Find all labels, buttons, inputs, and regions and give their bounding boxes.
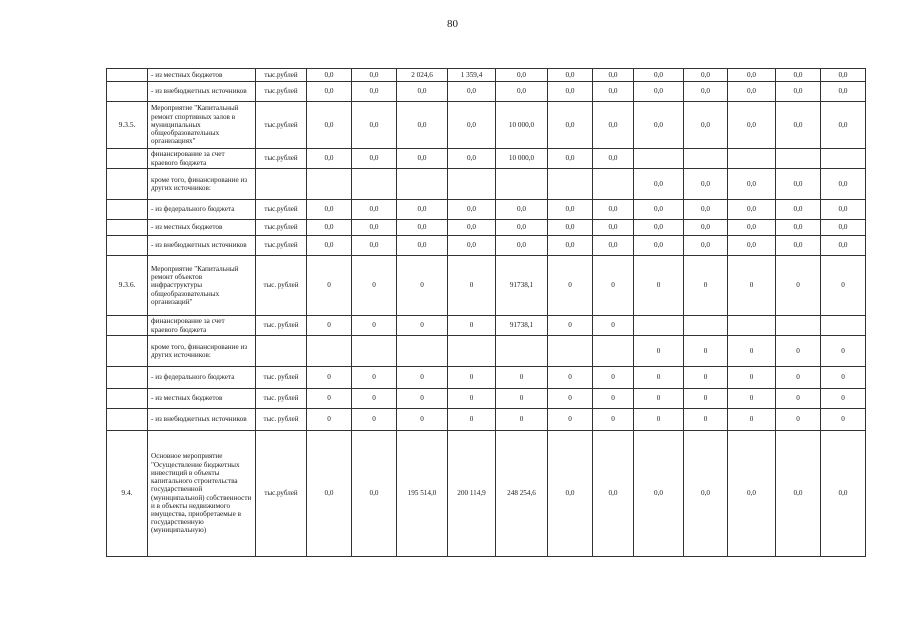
value-cell: 0,0 bbox=[728, 431, 776, 557]
value-cell: 0,0 bbox=[397, 149, 448, 169]
value-cell: 0,0 bbox=[307, 149, 352, 169]
value-cell: 0,0 bbox=[634, 200, 684, 220]
value-cell: 0,0 bbox=[776, 102, 821, 149]
row-code bbox=[107, 220, 148, 236]
value-cell: 2 024,6 bbox=[397, 69, 448, 82]
row-code bbox=[107, 169, 148, 200]
value-cell: 0 bbox=[821, 256, 866, 316]
value-cell: 0 bbox=[684, 336, 728, 367]
value-cell: 0,0 bbox=[684, 69, 728, 82]
value-cell bbox=[352, 336, 397, 367]
row-name: кроме того, финансирование из других источников: bbox=[148, 336, 256, 367]
value-cell: 91738,1 bbox=[496, 316, 548, 336]
value-cell: 0,0 bbox=[728, 82, 776, 102]
value-cell: 0,0 bbox=[684, 200, 728, 220]
value-cell: 0,0 bbox=[548, 102, 593, 149]
value-cell: 10 000,0 bbox=[496, 102, 548, 149]
value-cell: 0,0 bbox=[448, 102, 496, 149]
value-cell: 0,0 bbox=[496, 200, 548, 220]
value-cell: 0,0 bbox=[634, 102, 684, 149]
value-cell: 0,0 bbox=[634, 82, 684, 102]
value-cell: 0 bbox=[776, 336, 821, 367]
value-cell: 0 bbox=[593, 367, 634, 389]
value-cell: 0 bbox=[728, 367, 776, 389]
value-cell: 0,0 bbox=[728, 220, 776, 236]
row-name: финансирование за счет краевого бюджета bbox=[148, 316, 256, 336]
row-unit bbox=[256, 336, 307, 367]
value-cell: 0 bbox=[821, 336, 866, 367]
value-cell: 0 bbox=[397, 409, 448, 431]
row-unit: тыс.рублей bbox=[256, 431, 307, 557]
row-code bbox=[107, 69, 148, 82]
value-cell: 0,0 bbox=[307, 69, 352, 82]
value-cell: 0 bbox=[307, 409, 352, 431]
value-cell bbox=[496, 336, 548, 367]
value-cell: 0,0 bbox=[684, 82, 728, 102]
row-code bbox=[107, 336, 148, 367]
value-cell: 10 000,0 bbox=[496, 149, 548, 169]
value-cell: 0,0 bbox=[684, 102, 728, 149]
value-cell: 1 359,4 bbox=[448, 69, 496, 82]
value-cell: 0,0 bbox=[496, 236, 548, 256]
value-cell: 0,0 bbox=[593, 220, 634, 236]
value-cell: 0,0 bbox=[352, 236, 397, 256]
value-cell: 0,0 bbox=[593, 102, 634, 149]
row-name: Мероприятие "Капитальный ремонт объектов инфраструктуры общеобразовательных организаций" bbox=[148, 256, 256, 316]
table-row bbox=[107, 389, 866, 409]
value-cell: 0,0 bbox=[548, 69, 593, 82]
value-cell: 0 bbox=[397, 389, 448, 409]
value-cell: 0 bbox=[684, 367, 728, 389]
value-cell: 0,0 bbox=[397, 102, 448, 149]
value-cell bbox=[634, 149, 684, 169]
value-cell: 0,0 bbox=[448, 220, 496, 236]
value-cell: 0,0 bbox=[821, 69, 866, 82]
value-cell: 200 114,9 bbox=[448, 431, 496, 557]
value-cell bbox=[496, 169, 548, 200]
value-cell: 0 bbox=[776, 409, 821, 431]
value-cell: 0 bbox=[448, 409, 496, 431]
value-cell: 0,0 bbox=[548, 236, 593, 256]
value-cell bbox=[307, 336, 352, 367]
value-cell: 0,0 bbox=[593, 149, 634, 169]
row-code bbox=[107, 409, 148, 431]
row-name: кроме того, финансирование из других источников: bbox=[148, 169, 256, 200]
value-cell: 0,0 bbox=[448, 200, 496, 220]
row-unit: тыс. рублей bbox=[256, 367, 307, 389]
value-cell: 0,0 bbox=[634, 236, 684, 256]
value-cell: 0,0 bbox=[776, 169, 821, 200]
value-cell: 0 bbox=[776, 256, 821, 316]
value-cell: 0 bbox=[548, 389, 593, 409]
value-cell: 0,0 bbox=[352, 69, 397, 82]
value-cell: 0,0 bbox=[397, 82, 448, 102]
value-cell: 0 bbox=[634, 367, 684, 389]
value-cell: 0,0 bbox=[776, 69, 821, 82]
row-name: финансирование за счет краевого бюджета bbox=[148, 149, 256, 169]
row-code bbox=[107, 316, 148, 336]
value-cell bbox=[448, 336, 496, 367]
row-unit bbox=[256, 169, 307, 200]
value-cell bbox=[634, 316, 684, 336]
value-cell: 91738,1 bbox=[496, 256, 548, 316]
table-row bbox=[107, 431, 866, 557]
value-cell: 0,0 bbox=[728, 69, 776, 82]
table-row bbox=[107, 102, 866, 149]
value-cell: 0,0 bbox=[634, 431, 684, 557]
row-name: - из внебюджетных источников bbox=[148, 236, 256, 256]
table-row bbox=[107, 200, 866, 220]
table-row bbox=[107, 220, 866, 236]
row-code bbox=[107, 389, 148, 409]
value-cell: 0 bbox=[397, 316, 448, 336]
value-cell: 0,0 bbox=[821, 102, 866, 149]
value-cell: 0,0 bbox=[634, 169, 684, 200]
value-cell: 0 bbox=[397, 367, 448, 389]
value-cell bbox=[821, 316, 866, 336]
value-cell: 0,0 bbox=[728, 236, 776, 256]
value-cell: 0,0 bbox=[307, 236, 352, 256]
table-row bbox=[107, 236, 866, 256]
value-cell: 0,0 bbox=[728, 102, 776, 149]
table-row bbox=[107, 169, 866, 200]
value-cell: 0 bbox=[548, 409, 593, 431]
row-name: - из федерального бюджета bbox=[148, 367, 256, 389]
row-name: - из федерального бюджета bbox=[148, 200, 256, 220]
row-name: - из местных бюджетов bbox=[148, 220, 256, 236]
value-cell bbox=[684, 149, 728, 169]
row-unit: тыс.рублей bbox=[256, 200, 307, 220]
value-cell: 0 bbox=[496, 409, 548, 431]
value-cell: 0 bbox=[448, 256, 496, 316]
value-cell: 0 bbox=[448, 367, 496, 389]
value-cell: 0 bbox=[684, 389, 728, 409]
row-name: Мероприятие "Капитальный ремонт спортивных залов в муниципальных общеобразовательных организациях" bbox=[148, 102, 256, 149]
value-cell: 0 bbox=[776, 389, 821, 409]
row-unit: тыс. рублей bbox=[256, 256, 307, 316]
table-row bbox=[107, 316, 866, 336]
value-cell: 0,0 bbox=[684, 236, 728, 256]
row-unit: тыс.рублей bbox=[256, 102, 307, 149]
value-cell: 0 bbox=[634, 256, 684, 316]
value-cell: 0,0 bbox=[821, 236, 866, 256]
value-cell: 0,0 bbox=[307, 200, 352, 220]
value-cell bbox=[397, 169, 448, 200]
value-cell: 0 bbox=[448, 389, 496, 409]
value-cell: 0 bbox=[634, 389, 684, 409]
value-cell bbox=[728, 149, 776, 169]
value-cell: 0,0 bbox=[548, 220, 593, 236]
value-cell: 0,0 bbox=[352, 82, 397, 102]
value-cell: 0,0 bbox=[821, 200, 866, 220]
value-cell bbox=[307, 169, 352, 200]
value-cell: 0,0 bbox=[352, 149, 397, 169]
value-cell: 0,0 bbox=[397, 200, 448, 220]
value-cell: 0,0 bbox=[634, 220, 684, 236]
value-cell: 0 bbox=[728, 336, 776, 367]
value-cell: 0,0 bbox=[352, 200, 397, 220]
value-cell bbox=[776, 316, 821, 336]
row-code bbox=[107, 149, 148, 169]
value-cell: 0 bbox=[821, 389, 866, 409]
value-cell: 0,0 bbox=[776, 236, 821, 256]
value-cell: 0,0 bbox=[352, 431, 397, 557]
value-cell: 0,0 bbox=[684, 220, 728, 236]
value-cell: 0 bbox=[397, 256, 448, 316]
value-cell bbox=[397, 336, 448, 367]
row-name: - из внебюджетных источников bbox=[148, 82, 256, 102]
table-row bbox=[107, 409, 866, 431]
value-cell: 0 bbox=[307, 316, 352, 336]
value-cell: 0,0 bbox=[684, 431, 728, 557]
value-cell: 0 bbox=[307, 389, 352, 409]
value-cell: 0 bbox=[821, 367, 866, 389]
value-cell: 0 bbox=[728, 256, 776, 316]
value-cell: 0 bbox=[548, 316, 593, 336]
value-cell: 0,0 bbox=[397, 236, 448, 256]
value-cell: 0,0 bbox=[634, 69, 684, 82]
table-row bbox=[107, 149, 866, 169]
value-cell: 0 bbox=[307, 367, 352, 389]
value-cell bbox=[448, 169, 496, 200]
value-cell: 0 bbox=[634, 336, 684, 367]
value-cell: 0 bbox=[496, 367, 548, 389]
value-cell: 0,0 bbox=[548, 149, 593, 169]
value-cell: 195 514,0 bbox=[397, 431, 448, 557]
value-cell: 0,0 bbox=[593, 200, 634, 220]
table-row bbox=[107, 336, 866, 367]
value-cell: 0,0 bbox=[307, 220, 352, 236]
table-row bbox=[107, 69, 866, 82]
value-cell: 0 bbox=[448, 316, 496, 336]
row-code bbox=[107, 82, 148, 102]
value-cell: 0,0 bbox=[821, 220, 866, 236]
value-cell: 0 bbox=[593, 389, 634, 409]
value-cell: 0 bbox=[352, 367, 397, 389]
value-cell: 0,0 bbox=[593, 69, 634, 82]
row-code bbox=[107, 200, 148, 220]
row-code bbox=[107, 236, 148, 256]
value-cell: 0 bbox=[593, 409, 634, 431]
value-cell: 0,0 bbox=[448, 82, 496, 102]
value-cell: 0,0 bbox=[496, 82, 548, 102]
value-cell: 0,0 bbox=[821, 169, 866, 200]
value-cell: 0 bbox=[352, 409, 397, 431]
row-name: - из местных бюджетов bbox=[148, 69, 256, 82]
table-row bbox=[107, 367, 866, 389]
value-cell bbox=[821, 149, 866, 169]
value-cell: 0 bbox=[548, 256, 593, 316]
value-cell bbox=[776, 149, 821, 169]
row-unit: тыс. рублей bbox=[256, 409, 307, 431]
value-cell: 0,0 bbox=[821, 82, 866, 102]
value-cell: 0,0 bbox=[397, 220, 448, 236]
page-number: 80 bbox=[447, 18, 458, 30]
value-cell: 0,0 bbox=[684, 169, 728, 200]
value-cell bbox=[728, 316, 776, 336]
value-cell: 0,0 bbox=[593, 82, 634, 102]
value-cell: 0 bbox=[728, 409, 776, 431]
value-cell: 0,0 bbox=[548, 200, 593, 220]
value-cell: 0,0 bbox=[593, 236, 634, 256]
value-cell: 0 bbox=[684, 256, 728, 316]
value-cell: 0,0 bbox=[496, 220, 548, 236]
value-cell: 0 bbox=[352, 389, 397, 409]
value-cell: 0,0 bbox=[776, 200, 821, 220]
value-cell: 0 bbox=[776, 367, 821, 389]
row-code bbox=[107, 367, 148, 389]
value-cell: 0,0 bbox=[496, 69, 548, 82]
value-cell bbox=[593, 169, 634, 200]
value-cell: 0,0 bbox=[593, 431, 634, 557]
row-unit: тыс. рублей bbox=[256, 316, 307, 336]
value-cell bbox=[593, 336, 634, 367]
row-code: 9.3.6. bbox=[107, 256, 148, 316]
value-cell: 0,0 bbox=[307, 102, 352, 149]
row-code: 9.4. bbox=[107, 431, 148, 557]
value-cell: 0 bbox=[352, 256, 397, 316]
value-cell: 0,0 bbox=[352, 102, 397, 149]
value-cell: 0,0 bbox=[352, 220, 397, 236]
row-name: - из внебюджетных источников bbox=[148, 409, 256, 431]
row-unit: тыс.рублей bbox=[256, 69, 307, 82]
value-cell: 0,0 bbox=[776, 431, 821, 557]
value-cell: 0 bbox=[352, 316, 397, 336]
row-unit: тыс.рублей bbox=[256, 82, 307, 102]
row-unit: тыс.рублей bbox=[256, 149, 307, 169]
row-name: - из местных бюджетов bbox=[148, 389, 256, 409]
table-row bbox=[107, 256, 866, 316]
value-cell: 0,0 bbox=[548, 82, 593, 102]
value-cell: 0 bbox=[496, 389, 548, 409]
row-name: Основное мероприятие "Осуществление бюджетных инвестиций в объекты капитального строительства государственной (муниципальной) собственности и в объекты недвижимого имущества, приобретаемые в государственную (муниципальную) bbox=[148, 431, 256, 557]
value-cell: 0,0 bbox=[821, 431, 866, 557]
value-cell: 0,0 bbox=[307, 82, 352, 102]
budget-table bbox=[106, 68, 866, 557]
row-unit: тыс.рублей bbox=[256, 236, 307, 256]
value-cell: 0 bbox=[548, 367, 593, 389]
value-cell: 0,0 bbox=[776, 82, 821, 102]
value-cell: 0,0 bbox=[728, 200, 776, 220]
value-cell bbox=[684, 316, 728, 336]
table-row bbox=[107, 82, 866, 102]
value-cell bbox=[548, 336, 593, 367]
value-cell: 0 bbox=[821, 409, 866, 431]
value-cell: 0,0 bbox=[448, 149, 496, 169]
row-code: 9.3.5. bbox=[107, 102, 148, 149]
value-cell: 0 bbox=[593, 256, 634, 316]
value-cell: 0,0 bbox=[776, 220, 821, 236]
value-cell: 0 bbox=[684, 409, 728, 431]
value-cell: 0 bbox=[307, 256, 352, 316]
value-cell: 0 bbox=[593, 316, 634, 336]
value-cell: 0,0 bbox=[728, 169, 776, 200]
value-cell: 0 bbox=[728, 389, 776, 409]
value-cell: 248 254,6 bbox=[496, 431, 548, 557]
value-cell bbox=[548, 169, 593, 200]
value-cell bbox=[352, 169, 397, 200]
row-unit: тыс. рублей bbox=[256, 389, 307, 409]
row-unit: тыс.рублей bbox=[256, 220, 307, 236]
value-cell: 0,0 bbox=[548, 431, 593, 557]
value-cell: 0 bbox=[634, 409, 684, 431]
value-cell: 0,0 bbox=[448, 236, 496, 256]
value-cell: 0,0 bbox=[307, 431, 352, 557]
